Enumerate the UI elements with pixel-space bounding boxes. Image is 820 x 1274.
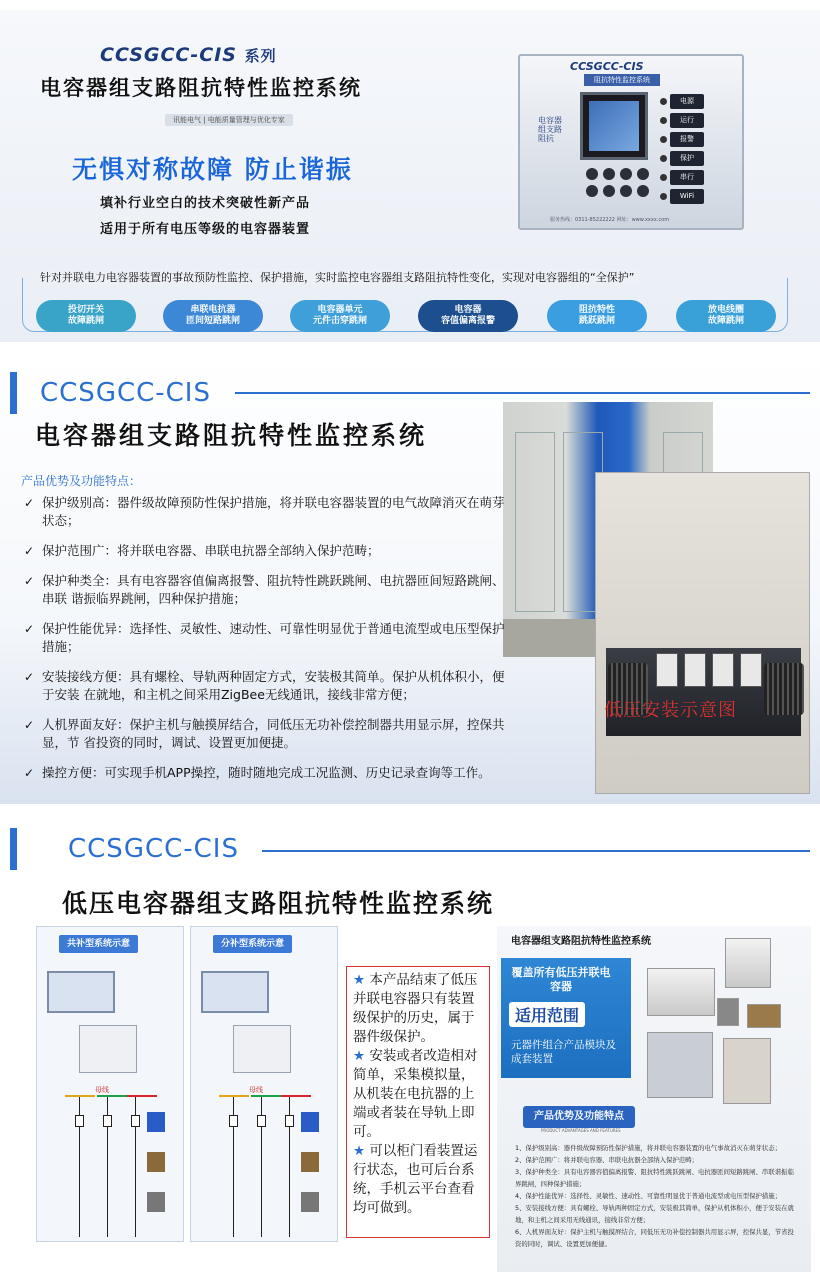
feature-line1: 投切开关 (67, 305, 104, 315)
indicator (660, 132, 704, 147)
series-label: 系列 (244, 47, 277, 65)
feature-line1: 串联电抗器 (190, 305, 236, 315)
bus-line (97, 1095, 127, 1097)
contactor-icon (301, 1112, 319, 1132)
module (740, 653, 762, 687)
list-item: ✓ 人机界面友好：保护主机与触摸屏结合，同低压无功补偿控制器共用显示屏，控保共显，节 省投资的同时，调试、设置更加便捷。 (24, 716, 510, 752)
indicator-label: 报警 (670, 132, 704, 147)
star-icon: ★ (353, 1143, 366, 1159)
list-item: ✓ 保护级别高：器件级故障预防性保护措施，将并联电容器装置的电气故障消灭在萌芽状态； (24, 494, 510, 530)
features-heading: 产品优势及功能特点 (523, 1106, 635, 1128)
feature-line1: 放电线圈 (707, 305, 744, 315)
led-icon (660, 155, 667, 162)
indicator (660, 151, 704, 166)
list-item: 2、保护范围广：将并联电容器、串联电抗器全部纳入保护范畴； (515, 1156, 699, 1164)
note-item (353, 1142, 483, 1218)
feature-pill (547, 300, 647, 332)
module (712, 653, 734, 687)
brochure-image (497, 926, 811, 1272)
indicator-label: 电源 (670, 94, 704, 109)
indicator (660, 170, 704, 185)
device-footer: 服务热线：0311-85222222 网址：www.xxxx.com (550, 217, 670, 223)
list-item: 3、保护种类全：具有电容器容值偏离报警、阻抗特性跳跃跳闸、电抗器匝间短路跳闸、串联谐振临界跳闸，四种保护措施； (515, 1168, 794, 1188)
reactor-icon (301, 1152, 319, 1172)
key (586, 185, 598, 197)
star-icon: ★ (353, 1048, 366, 1064)
divider-line (262, 850, 810, 852)
reactor-icon (147, 1152, 165, 1172)
bus-label: 母线 (95, 1086, 109, 1094)
list-item: 4、保护性能优异：选择性、灵敏性、速动性、可靠性明显优于普通电流型或电压型保护措施； (515, 1192, 782, 1200)
module (684, 653, 706, 687)
feature-line2: 匝间短路跳闸 (185, 316, 240, 326)
key (603, 185, 615, 197)
feature-line1: 阻抗特性 (578, 305, 615, 315)
device-side-text: 电容器组支路阻抗 (538, 116, 562, 143)
capacitor-icon (147, 1192, 165, 1212)
indicator-label: 保护 (670, 151, 704, 166)
key (586, 168, 598, 180)
divider-line (235, 392, 810, 394)
bus-line (251, 1095, 281, 1097)
device-image (518, 54, 744, 230)
tagline: 讯能电气 | 电能质量管理与优化专家 (165, 114, 293, 126)
feature-line2: 故障跳闸 (707, 316, 744, 326)
feature-line1: 电容器单元 (317, 305, 363, 315)
feature-pill (676, 300, 776, 332)
list-item: ✓ 保护性能优异：选择性、灵敏性、速动性、可靠性明显优于普通电流型或电压型保护措施； (24, 620, 510, 656)
device-title: 阻抗特性监控系统 (584, 74, 660, 86)
photo-caption: 低压安装示意图 (604, 700, 737, 721)
module (656, 653, 678, 687)
breaker-icon (257, 1115, 266, 1127)
brand-heading: CCSGCC-CIS 系列 (100, 44, 277, 66)
feature-line2: 元件击穿跳闸 (312, 316, 367, 326)
contactor-icon (147, 1112, 165, 1132)
bus-label: 母线 (249, 1086, 263, 1094)
note-text: 本产品结束了低压并联电容器只有装置级保护的历史，属于器件级保护。 (353, 972, 478, 1045)
monitor-icon (201, 971, 269, 1013)
host-unit (79, 1025, 137, 1073)
note-text: 可以柜门看装置运行状态，也可后台系统，手机云平台查看均可做到。 (353, 1143, 478, 1216)
note-text: 安装或者改造相对简单，采集模拟量，从机装在电抗器的上端或者装在导轨上即可。 (353, 1048, 478, 1140)
key (603, 168, 615, 180)
key (637, 185, 649, 197)
product-image (647, 968, 715, 1016)
features-subheading: PRODUCT ADVANTAGES AND FEATURES (541, 1128, 621, 1133)
brochure-title: 电容器组支路阻抗特性监控系统 (511, 936, 651, 947)
led-icon (660, 174, 667, 181)
device-indicators (660, 94, 704, 208)
indicator-label: WiFi (670, 189, 704, 204)
product-image (725, 938, 771, 988)
features-section (0, 352, 820, 804)
bus-line (281, 1095, 311, 1097)
slogan: 无惧对称故障 防止谐振 (72, 155, 353, 184)
breaker-icon (229, 1115, 238, 1127)
product-image (723, 1038, 771, 1104)
brochure-feature-list (515, 1142, 797, 1250)
indicator (660, 189, 704, 204)
product-image (717, 998, 739, 1026)
led-icon (660, 136, 667, 143)
device-screen (580, 92, 648, 160)
device-keypad (586, 168, 656, 197)
key (620, 185, 632, 197)
host-unit (233, 1025, 291, 1073)
feature-frame (22, 278, 788, 332)
section-title: 电容器组支路阻抗特性监控系统 (35, 421, 428, 450)
diagram-split (190, 926, 338, 1242)
feature-line2: 故障跳闸 (67, 316, 104, 326)
diagram-header: 共补型系统示意 (59, 935, 138, 953)
notice-text: 针对并联电力电容器装置的事故预防性监控、保护措施，实时监控电容器组支路阻抗特性变化，实现对电容器组的“全保护” (34, 269, 640, 285)
device-brand: CCSGCC-CIS (570, 60, 644, 73)
indicator-label: 串行 (670, 170, 704, 185)
list-item: ✓ 操控方便：可实现手机APP操控，随时随地完成工况监测、历史记录查询等工作。 (24, 764, 510, 782)
list-item: ✓ 保护范围广：将并联电容器、串联电抗器全部纳入保护范畴； (24, 542, 510, 560)
breaker-icon (131, 1115, 140, 1127)
capacitor-icon (301, 1192, 319, 1212)
accent-bar (10, 828, 17, 870)
note-item (353, 971, 483, 1047)
breaker-icon (285, 1115, 294, 1127)
note-box (346, 966, 490, 1238)
cabinet-door (515, 432, 555, 612)
breaker-icon (75, 1115, 84, 1127)
subtitle-2: 适用于所有电压等级的电容器装置 (100, 222, 311, 237)
low-voltage-section (0, 814, 820, 1274)
list-item: 6、人机界面友好：保护主机与触摸屏结合，同低压无功补偿控制器共用显示屏，控保共显，节省投资的同时，调试、设置更加便捷。 (515, 1228, 794, 1248)
list-item: 5、安装接线方便：具有螺栓、导轨两种固定方式，安装极其简单，保护从机体积小，便于安装在就地，和主机之间采用无线通讯，接线非常方便； (515, 1204, 794, 1224)
page-title: 电容器组支路阻抗特性监控系统 (40, 76, 362, 100)
list-item: 1、保护级别高：器件级故障预防性保护措施，将并联电容器装置的电气事故消灭在萌芽状态； (515, 1144, 782, 1152)
breaker-icon (103, 1115, 112, 1127)
feature-line2: 容值偏离报警 (440, 316, 495, 326)
product-image (747, 1004, 781, 1028)
scope-desc: 元器件组合产品模块及成套装置 (511, 1039, 616, 1065)
bus-line (127, 1095, 157, 1097)
key (637, 168, 649, 180)
led-icon (660, 193, 667, 200)
product-image (647, 1032, 713, 1098)
bus-line (65, 1095, 95, 1097)
led-icon (660, 98, 667, 105)
star-icon: ★ (353, 972, 366, 988)
diagram-header: 分补型系统示意 (213, 935, 292, 953)
list-item: ✓ 安装接线方便：具有螺栓、导轨两种固定方式，安装极其简单。保护从机体积小，便于安装 在就地，和主机之间采用ZigBee无线通讯，接线非常方便； (24, 668, 510, 704)
scope-heading: 适用范围 (509, 1002, 585, 1027)
feature-line2: 跳跃跳闸 (578, 316, 615, 326)
fan-icon (764, 663, 804, 715)
bus-line (219, 1095, 249, 1097)
note-item (353, 1047, 483, 1142)
indicator (660, 113, 704, 128)
section-brand: CCSGCC-CIS (68, 834, 239, 864)
subtitle-1: 填补行业空白的技术突破性新产品 (100, 196, 311, 211)
feature-pill (418, 300, 518, 332)
led-icon (660, 117, 667, 124)
key (620, 168, 632, 180)
advantages-label: 产品优势及功能特点： (21, 474, 142, 488)
accent-bar (10, 372, 17, 414)
installation-photo (595, 472, 810, 794)
indicator-label: 运行 (670, 113, 704, 128)
indicator (660, 94, 704, 109)
scope-cover: 覆盖所有低压并联电容器 (511, 966, 611, 993)
diagram-common (36, 926, 184, 1242)
feature-pill (163, 300, 263, 332)
monitor-icon (47, 971, 115, 1013)
hero-banner (0, 10, 820, 342)
feature-list (24, 494, 510, 794)
feature-line1: 电容器 (454, 305, 482, 315)
feature-pill (290, 300, 390, 332)
feature-pill (36, 300, 136, 332)
section-brand: CCSGCC-CIS (40, 378, 211, 408)
section-title: 低压电容器组支路阻抗特性监控系统 (62, 889, 495, 918)
list-item: ✓ 保护种类全：具有电容器容值偏离报警、阻抗特性跳跃跳闸、电抗器匝间短路跳闸、串联 谐振临界跳闸，四种保护措施； (24, 572, 510, 608)
